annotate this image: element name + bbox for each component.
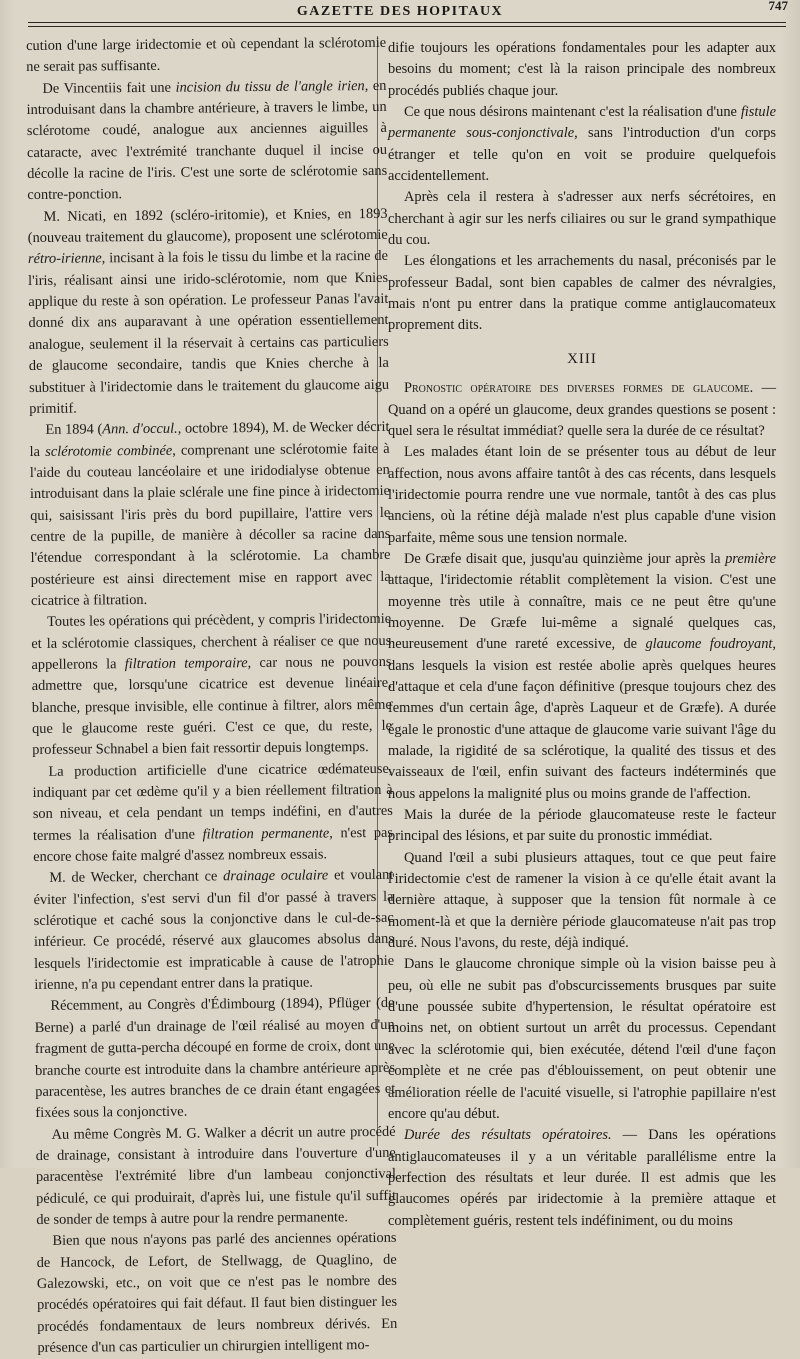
paragraph: De Græfe disait que, jusqu'au quinzième jour après la première attaque, l'iridectomie rétablit complètement la vision. C'est une moyenne très utile à connaître, mais ce ne peut être qu'une moyenne. De Græfe lui-même a signalé quelques cas, heureusement d'une rareté excessive, de glaucome foudroyant, dans lesquels la vision est restée abolie après quelques heures d'attaque et cela d'une façon définitive (presque toujours chez des femmes d'un certain âge, d'après Laqueur et de Græfe). A durée égale le pronostic d'une attaque de glaucome varie suivant l'âge du malade, la rigidité de sa sclérotique, la qualité des tissus et des vaisseaux de l'œil, enfin suivant des facteurs indéterminés que nous appelons la malignité plus ou moins grande de l'affection. (388, 550, 776, 802)
subheading: Durée des résultats opératoires. (404, 1127, 612, 1144)
right-column (388, 38, 776, 1232)
paragraph: Toutes les opérations qui précèdent, y compris l'iridectomie et la sclérotomie classiques, cherchent à réaliser ce que nous appellerons la filtration temporaire, car nous ne pouvons admettre que, lorsqu'une cicatrice est devenue linéaire, blanche, presque invisible, elle continue à filtrer, alors même que le glaucome reste guéri. C'est ce que, du reste, le professeur Schnabel a bien fait ressortir depuis longtemps. (31, 611, 393, 759)
paragraph: Dans le glaucome chronique simple où la vision baisse peu à peu, où elle ne subit pas d'obscurcissements brusques par suite d'une poussée subite d'hypertension, le résultat opératoire est moins net, on obtient surtout un arrêt du processus. Cependant avec la sclérotomie qui, bien exécutée, détend l'œil d'une façon complète et ne crée pas d'éblouissement, on peut obtenir une amélioration réelle de l'acuité visuelle, si l'atrophie papillaire n'est encore qu'au début. (388, 956, 776, 1122)
paragraph: Récemment, au Congrès d'Édimbourg (1894), Pflüger (de Berne) a parlé d'un drainage de l'œil réalisé au moyen d'un fragment de gutta-percha découpé en forme de croix, dont une branche courte est introduite dans la chambre antérieure après paracentèse, les autres branches de ce drain étant engagées et fixées sous la conjonctive. (34, 995, 396, 1122)
left-column (26, 33, 398, 1359)
paragraph: Bien que nous n'ayons pas parlé des anciennes opérations de Hancock, de Lefort, de Stellwagg, de Quaglino, de Galezowski, etc., on voit que ce n'est pas le nombre des procédés opératoires qui fait défaut. Il faut bien distinguer les procédés fondamentaux de leurs nombreux dérivés. En présence d'un cas particulier un chirurgien intelligent mo- (36, 1230, 398, 1356)
paragraph: Durée des résultats opératoires. — Dans les opérations antiglaucomateuses il y a un véritable parallélisme entre la perfection des résultats et leur durée. Il est admis que les glaucomes opérés par iridectomie à la première attaque et complètement guéris, restent tels indéfiniment, ou du moins (388, 1127, 776, 1229)
paragraph: Mais la durée de la période glaucomateuse reste le facteur principal des lésions, et par suite du pronostic immédiat. (388, 807, 776, 845)
paragraph: Au même Congrès M. G. Walker a décrit un autre procédé de drainage, consistant à introduire dans l'ouverture d'une paracentèse l'extrémité libre d'un lambeau conjonctival pédiculé, ce qui produirait, d'après lui, une fistule qu'il suffit de sonder de temps à autre pour la rendre permanente. (35, 1123, 397, 1228)
paragraph: Les malades étant loin de se présenter tous au début de leur affection, nous avons affaire tantôt à des cas récents, dans lesquels l'iridectomie pourra rendre une vue normale, tantôt à des cas plus anciens, où la rétine déjà malade n'est plus capable d'une vision parfaite, même sous une tension normale. (388, 444, 776, 546)
paragraph: Quand l'œil a subi plusieurs attaques, tout ce que peut faire l'iridectomie c'est de ramener la vision à ce qu'elle était avant la dernière attaque, à supposer que la tension fût normale à ce moment-là et que la dernière période glaucomateuse n'ait pas trop duré. Nous l'avons, du reste, déjà indiqué. (388, 849, 776, 952)
paragraph: M. Nicati, en 1892 (scléro-iritomie), et Knies, en 1893 (nouveau traitement du glaucome), proposent une sclérotomie rétro-irienne, incisant à la fois le tissu du limbe et la racine de l'iris, réalisant ainsi une irido-sclérotomie, nom que Knies applique du reste à son opération. Le professeur Panas l'avait donné dix ans auparavant à une opération essentiellement analogue, seulement il la réservait à certains cas particuliers de glaucome secondaire, tandis que Knies cherche à la substituer à l'iridectomie dans le traitement du glaucome aigu primitif. (27, 205, 390, 417)
page-header (0, 0, 800, 30)
paragraph: Pronostic opératoire des diverses formes de glaucome. — Quand on a opéré un glaucome, deux grandes questions se posent : quel sera le résultat immédiat? quelle sera la durée de ce résultat? (388, 380, 776, 439)
paragraph: De Vincentiis fait une incision du tissu de l'angle irien, en introduisant dans la chambre antérieure, à travers le limbe, un sclérotome coudé, analogue aux anciennes aiguilles à cataracte, avec l'extrémité tranchante duquel il incise ou décolle la racine de l'iris. C'est une sorte de sclérotomie sans contre-ponction. (26, 77, 388, 204)
paragraph: M. de Wecker, cherchant ce drainage oculaire et voulant éviter l'infection, s'est servi d'un fil d'or passé à travers la sclérotique et caché sous la conjonctive dans le cul-de-sac inférieur. Ce procédé, réservé aux glaucomes absolus dans lesquels l'iridectomie est impraticable à cause de l'atrophie irienne, n'a pu cependant entrer dans la pratique. (33, 867, 395, 994)
paragraph: Après cela il restera à s'adresser aux nerfs sécrétoires, en cherchant à agir sur les nerfs ciliaires ou sur le grand sympathique du cou. (388, 189, 776, 249)
header-rule-thin (28, 26, 786, 27)
paragraph: Ce que nous désirons maintenant c'est la réalisation d'une fistule permanente sous-conjonctivale, sans l'introduction d'un corps étranger et telle qu'on en voit se produire quelquefois accidentellement. (388, 104, 776, 185)
page-number: 747 (768, 0, 788, 13)
journal-title: GAZETTE DES HOPITAUX (296, 4, 504, 19)
paragraph: La production artificielle d'une cicatrice œdémateuse, indiquant par cet œdème qu'il y a bien réellement filtration à son niveau, et cela pendant un temps indéfini, en d'autres termes la réalisation d'une filtration permanente, n'est pas encore chose faite malgré d'assez nombreux essais. (32, 760, 394, 866)
paragraph: Les élongations et les arrachements du nasal, préconisés par le professeur Badal, sont bien capables de calmer des névralgies, mais n'ont pu entrer dans la pratique comme antiglaucomateux proprement dits. (388, 253, 776, 334)
header-rule (28, 22, 786, 23)
paragraph: difie toujours les opérations fondamentales pour les adapter aux besoins du moment; c'est là la raison principale des nombreux procédés publiés chaque jour. (388, 40, 776, 99)
section-number: XIII (567, 350, 597, 367)
paragraph: cution d'une large iridectomie et où cependant la sclérotomie ne serait pas suffisante. (26, 34, 387, 76)
paragraph: En 1894 (Ann. d'occul., octobre 1894), M. de Wecker décrit la sclérotomie combinée, comprenant une sclérotomie faite à l'aide du couteau lancéolaire et une iridodialyse obtenue en introduisant dans la plaie sclérale une fine pince à iridectomie qui, saisissant l'iris près du bord pupillaire, l'attire vers le centre de la pupille, de manière à décoller sa racine dans l'étendue correspondant à la sclérotomie. La chambre postérieure est ainsi directement mise en rapport avec la cicatrice à filtration. (29, 419, 391, 609)
section-heading: Pronostic opératoire des diverses formes de glaucome. (404, 380, 754, 397)
